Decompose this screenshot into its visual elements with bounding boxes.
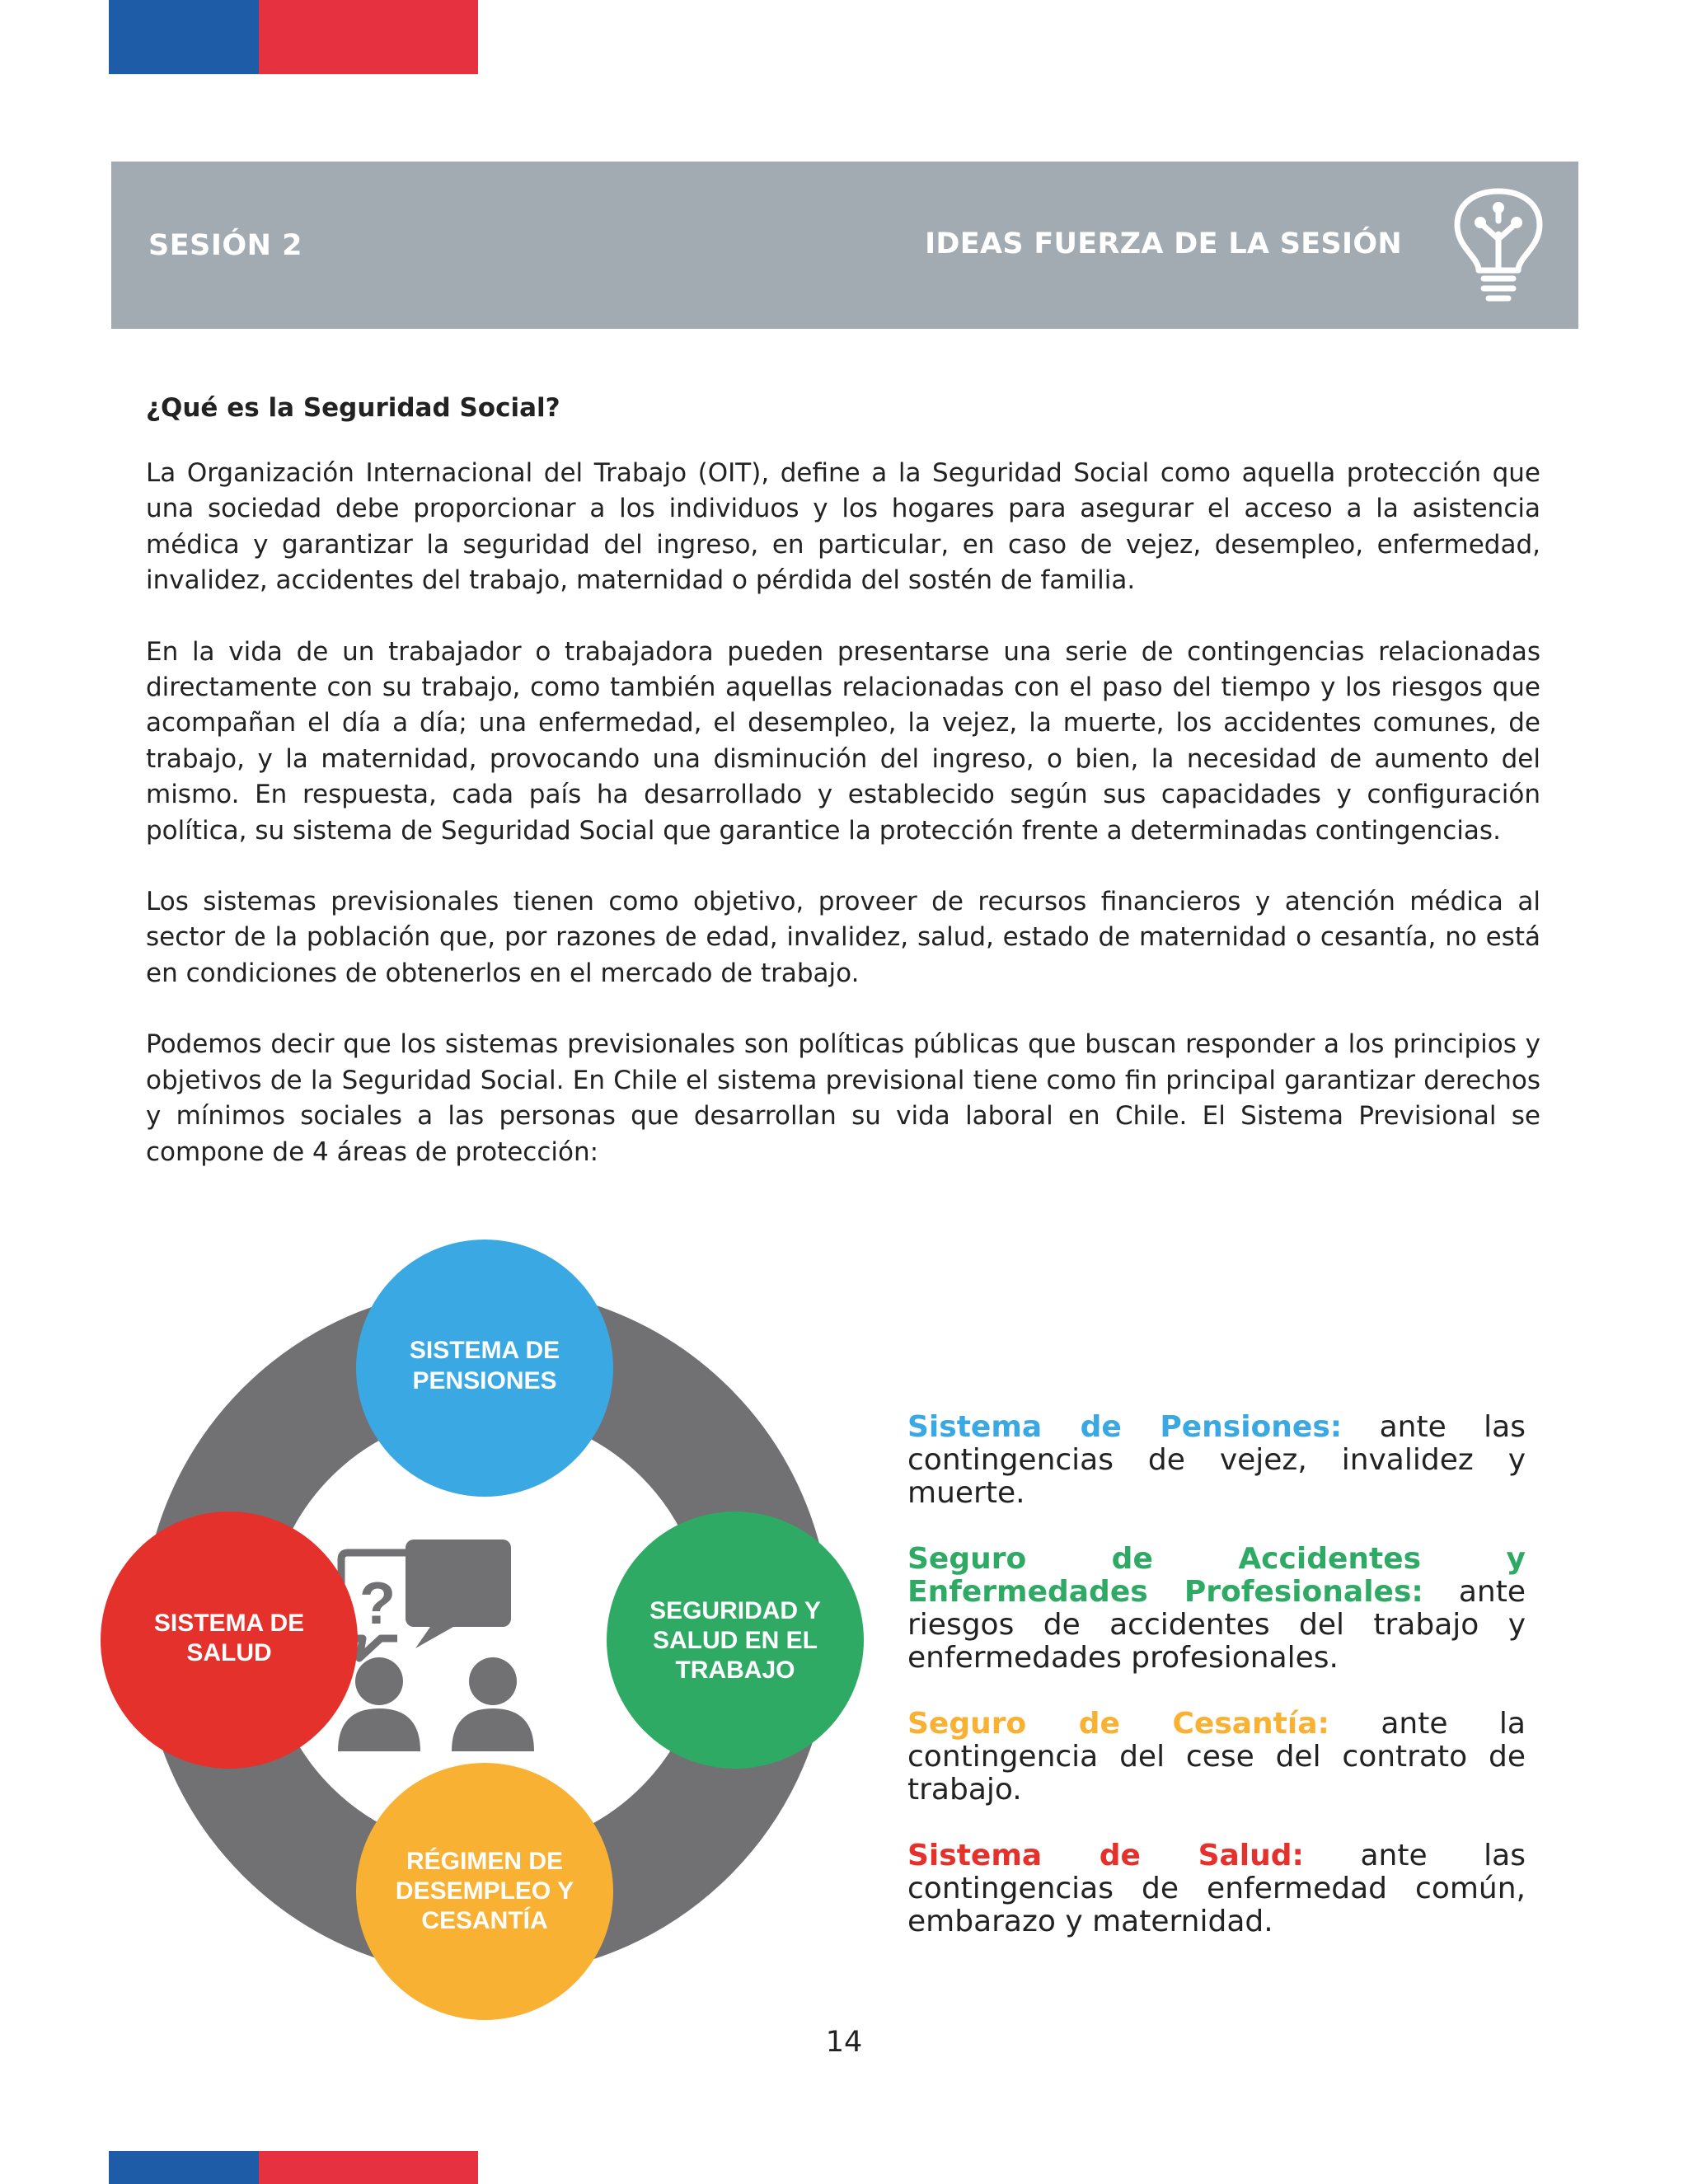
flag-blue-stripe: [109, 0, 259, 74]
circle-salud: [101, 1511, 358, 1769]
legend-term-accidentes: Seguro de Accidentes y Enfermedades Profesionales:: [907, 1542, 1526, 1609]
section-heading: ¿Qué es la Seguridad Social?: [146, 393, 560, 423]
legend-item-pensiones: [907, 1411, 1526, 1510]
flag-red-stripe: [259, 0, 478, 74]
protection-areas-legend: [907, 1411, 1526, 1971]
circle-pensiones-line-2: PENSIONES: [412, 1367, 557, 1394]
legend-text-salud: ante las contingencias de enfermedad común, embarazo y maternidad.: [907, 1839, 1526, 1938]
paragraph-previsional-systems: Los sistemas previsionales tienen como objetivo, proveer de recursos financieros y atención médica al sector de la población que, por razones de edad, invalidez, salud, estado de maternidad o cesantía, no está en condiciones de obtenerlos en el mercado de trabajo.: [146, 887, 1540, 988]
circle-seguridad-salud-trabajo: [607, 1511, 864, 1769]
paragraph-public-policies: Podemos decir que los sistemas previsionales son políticas públicas que buscan responder a los principios y objetivos de la Seguridad Social. En Chile el sistema previsional tiene como fin principal garantizar derechos y mínimos sociales a las personas que desarrollan su vida laboral en Chile. El Sistema Previsional se compone de 4 áreas de protección:: [146, 1029, 1540, 1167]
circle-pensiones: [356, 1240, 613, 1497]
legend-item-cesantia: [907, 1708, 1526, 1807]
svg-text:?: ?: [359, 1571, 396, 1637]
circle-pensiones-line-1: SISTEMA DE: [409, 1337, 560, 1364]
circle-salud-line-2: SALUD: [186, 1639, 272, 1666]
legend-item-accidentes: [907, 1543, 1526, 1675]
paragraph-contingencies: En la vida de un trabajador o trabajadora pueden presentarse una serie de contingencias relacionadas directamente con su trabajo, como también aquellas relacionadas con el paso del tiempo y los riesgos que acompañan el día a día; una enfermedad, el desempleo, la vejez, la muerte, los accidentes comunes, de trabajo, y la maternidad, provocando una disminución del ingreso, o bien, la necesidad de aumento del mismo. En respuesta, cada país ha desarrollado y establecido según sus capacidades y configuración política, su sistema de Seguridad Social que garantice la protección frente a determinadas contingencias.: [146, 636, 1540, 846]
legend-item-salud: [907, 1840, 1526, 1938]
circle-desempleo-line-3: CESANTÍA: [421, 1907, 548, 1934]
legend-text-pensiones: ante las contingencias de vejez, invalidez y muerte.: [907, 1410, 1526, 1510]
protection-areas-diagram: [91, 1236, 882, 2027]
main-content: [146, 393, 1540, 1206]
session-label: SESIÓN 2: [148, 229, 302, 262]
paragraph-oit-definition: La Organización Internacional del Trabajo (OIT), define a la Seguridad Social como aquella protección que una sociedad debe proporcionar a los individuos y los hogares para asegurar el acceso a la asistencia médica y garantizar la seguridad del ingreso, en particular, en caso de vejez, desempleo, enfermedad, invalidez, accidentes del trabajo, maternidad o pérdida del sostén de familia.: [146, 458, 1540, 596]
ideas-title: IDEAS FUERZA DE LA SESIÓN: [925, 227, 1402, 260]
flag-red-stripe: [259, 2151, 478, 2184]
legend-text-cesantia: ante la contingencia del cese del contrato de trabajo.: [907, 1707, 1526, 1807]
circle-desempleo-line-1: RÉGIMEN DE: [406, 1848, 564, 1875]
circle-salud-line-1: SISTEMA DE: [153, 1610, 305, 1637]
flag-blue-stripe: [109, 2151, 259, 2184]
session-header-band: [111, 162, 1578, 329]
bottom-flag-bar: [109, 2151, 478, 2184]
circle-desempleo-line-2: DESEMPLEO Y: [395, 1877, 574, 1905]
circle-seguridad-line-3: TRABAJO: [675, 1657, 795, 1684]
legend-term-pensiones: Sistema de Pensiones:: [907, 1410, 1343, 1444]
legend-text-accidentes: ante riesgos de accidentes del trabajo y enfermedades profesionales.: [907, 1575, 1526, 1675]
circle-desempleo-cesantia: [356, 1763, 613, 2020]
legend-term-salud: Sistema de Salud:: [907, 1839, 1304, 1872]
circle-seguridad-line-1: SEGURIDAD Y: [649, 1597, 821, 1624]
legend-term-cesantia: Seguro de Cesantía:: [907, 1707, 1329, 1741]
top-flag-bar: [109, 0, 478, 74]
circle-seguridad-line-2: SALUD EN EL: [652, 1627, 818, 1654]
lightbulb-icon: [1446, 186, 1551, 310]
page-number: 14: [825, 2026, 863, 2059]
conversation-people-icon: [338, 1540, 534, 1751]
